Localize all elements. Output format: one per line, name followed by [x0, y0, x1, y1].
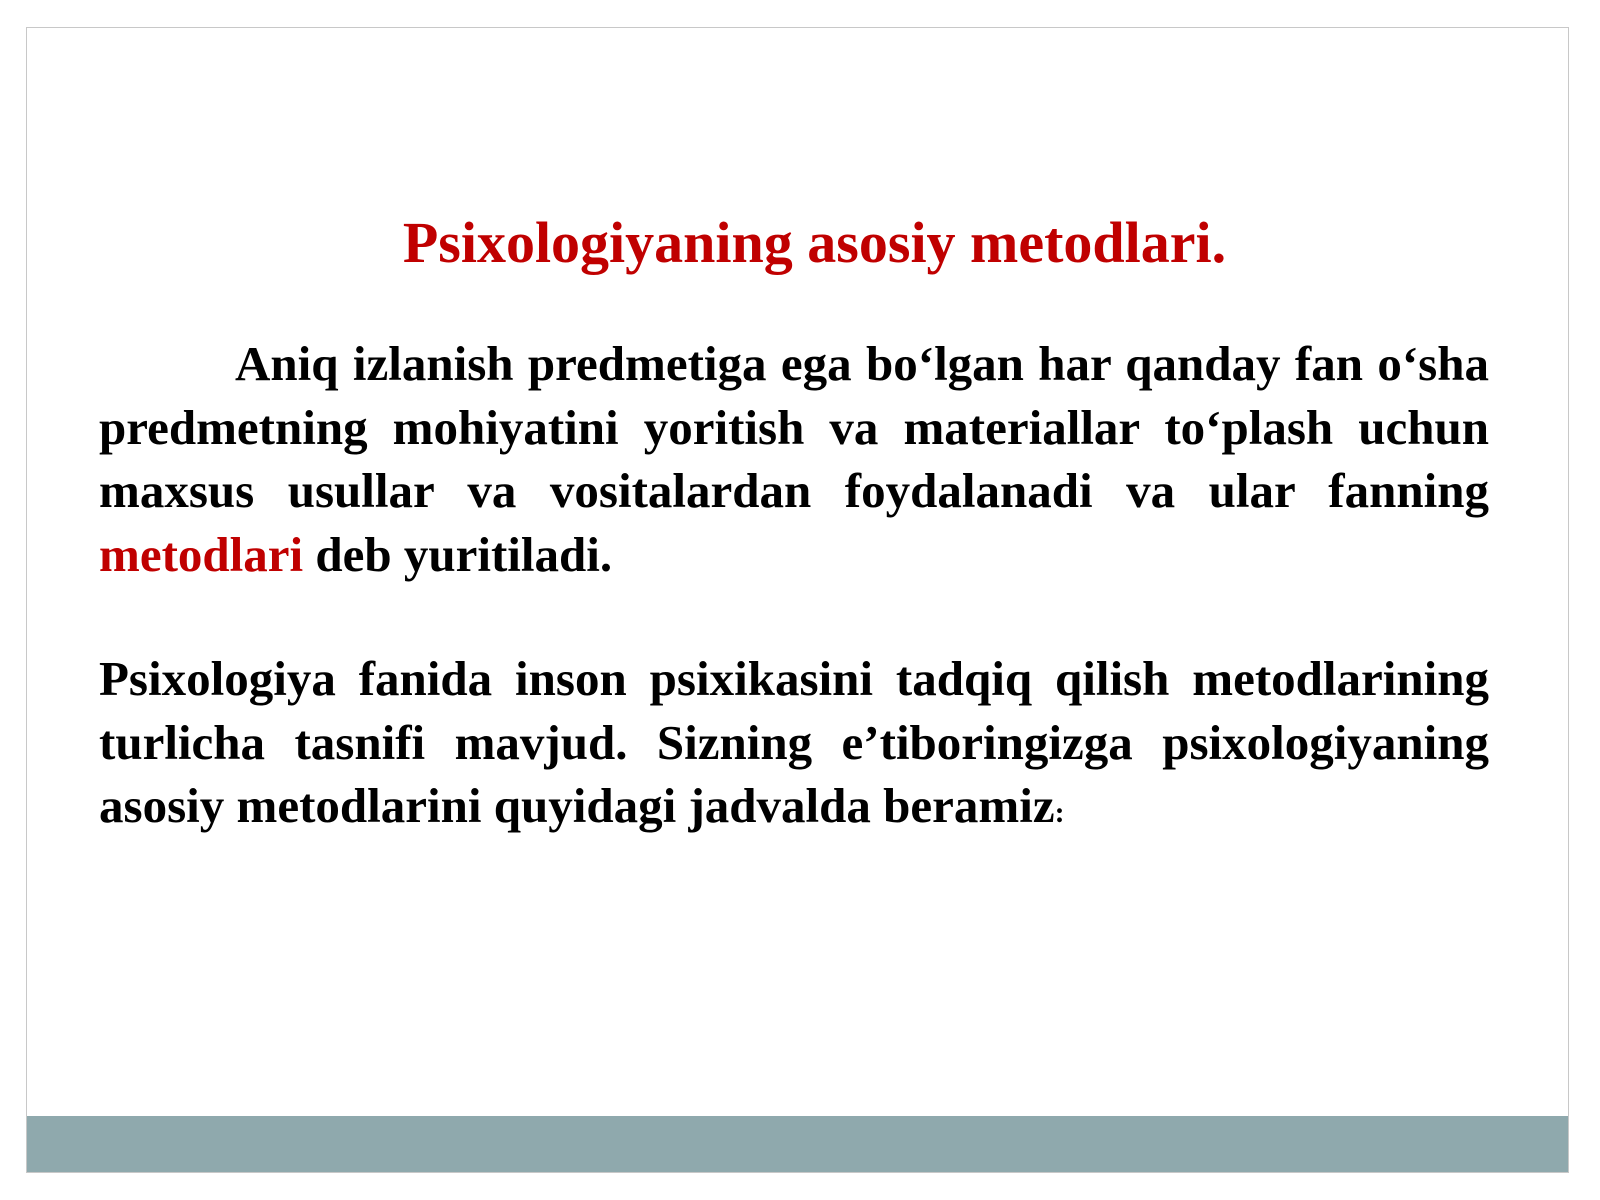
intro-text: Aniq izlanish predmetiga ega bo‘lgan har qanday fan o‘sha predmetning mohiyatini yoritish va materiallar to‘plash uchun maxsus usullar va vositalardan foydalanadi va ular fanning — [99, 336, 1489, 518]
footer-bar — [27, 1116, 1568, 1172]
intro-paragraph — [99, 332, 1489, 586]
highlighted-term: metodlari — [99, 526, 304, 582]
classification-paragraph — [99, 647, 1489, 845]
classification-text: Psixologiya fanida inson psixikasini tadqiq qilish metodlarining turlicha tasnifi mavjud. Sizning e’tiboringizga psixologiyaning asosiy metodlarini quyidagi jadvalda beramiz — [99, 651, 1489, 833]
slide-title: Psixologiyaning asosiy metodlari. — [402, 210, 1227, 275]
intro-text-end: deb yuritiladi. — [303, 526, 613, 582]
slide — [26, 27, 1569, 1173]
classification-colon: : — [1054, 796, 1065, 829]
